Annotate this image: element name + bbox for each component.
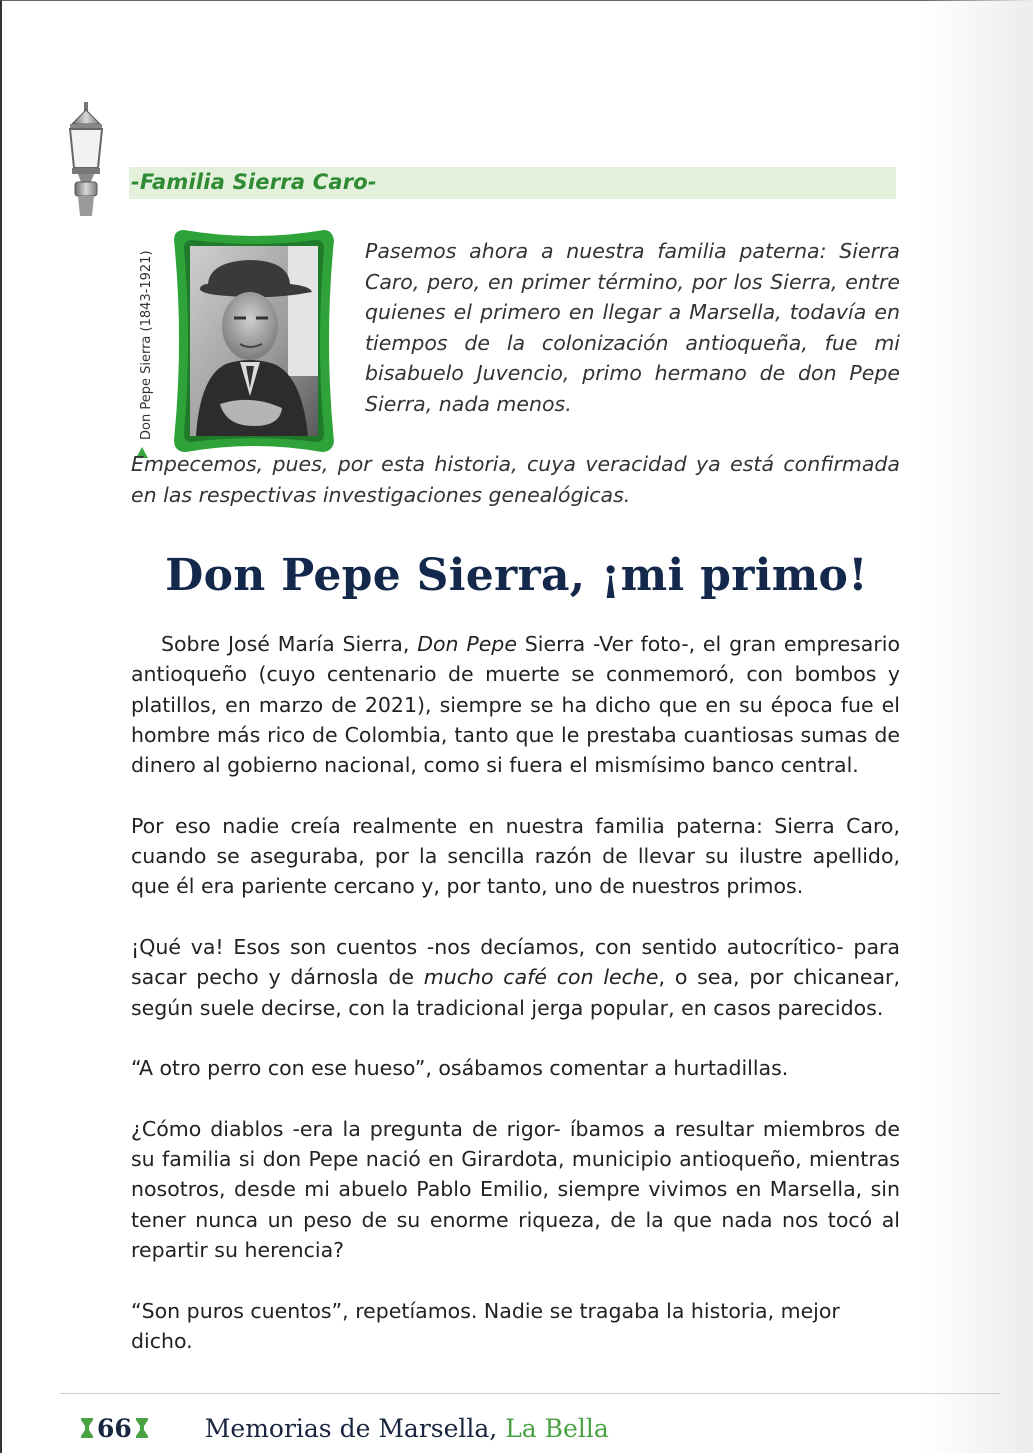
page-number: 66 <box>97 1413 132 1443</box>
street-lamp-icon <box>58 102 114 216</box>
article-body <box>131 629 900 1386</box>
photo-caption-text: Don Pepe Sierra (1843-1921) <box>139 250 154 440</box>
page-footer <box>80 1408 609 1448</box>
book-title <box>205 1414 609 1443</box>
text-run: Sierra -Ver foto-, el gran empresario antioqueño (cuyo centenario de muerte se conmemoró, con bombos y platillos, en marzo de 2021), siempre se ha dicho que en su época fue el hombre más rico de Colombia, tanto que le prestaba cuantiosas sumas de dinero al gobierno nacional, como si fuera el mismísimo banco central. <box>131 632 900 778</box>
footer-divider <box>60 1393 1000 1394</box>
italic-run: mucho café con leche <box>423 965 659 990</box>
intro-paragraph: Empecemos, pues, por esta historia, cuya veracidad ya está confirmada en las respectivas investigaciones genealógicas. <box>131 452 900 507</box>
book-title-main: Memorias de Marsella, <box>204 1413 498 1443</box>
body-paragraph <box>131 629 900 780</box>
intro-text <box>131 236 900 540</box>
hourglass-ornament-icon <box>135 1416 149 1440</box>
body-paragraph: Por eso nadie creía realmente en nuestra familia paterna: Sierra Caro, cuando se aseguraba, por la sencilla razón de llevar su ilustre apellido, que él era pariente cercano y, por tanto, uno de nuestros primos. <box>131 813 900 899</box>
body-paragraph: ¿Cómo diablos -era la pregunta de rigor- íbamos a resultar miembros de su familia si don Pepe nació en Girardota, municipio antioqueño, mientras nosotros, desde mi abuelo Pablo Emilio, siempre vivimos en Marsella, sin tener nunca un peso de su enorme riqueza, de la que nada nos tocó al repartir su herencia? <box>131 1116 900 1262</box>
body-paragraph: “Son puros cuentos”, repetíamos. Nadie se tragaba la historia, mejor dicho. <box>131 1298 840 1353</box>
body-paragraph <box>131 932 900 1023</box>
photo-float-spacer <box>131 236 365 448</box>
book-title-accent: La Bella <box>505 1413 609 1443</box>
italic-run: Don Pepe <box>417 632 517 656</box>
body-paragraph: “A otro perro con ese hueso”, osábamos comentar a hurtadillas. <box>131 1056 789 1081</box>
text-run: ¡Qué va! Esos son cuentos -nos decíamos, con sentido autocrítico- para sacar pecho y dárnosla de <box>131 934 900 990</box>
article-headline: Don Pepe Sierra, ¡mi primo! <box>165 550 868 601</box>
text-run: , o sea, por chicanear, según suele decirse, con la tradicional jerga popular, en casos parecidos. <box>131 965 900 1020</box>
intro-paragraph: Pasemos ahora a nuestra familia paterna: Sierra Caro, pero, en primer término, por los Sierra, entre quienes el primero en llegar a Marsella, todavía en tiempos de la colonización antioqueña, fue mi bisabuelo Juvencio, primo hermano de don Pepe Sierra, nada menos. <box>365 239 900 416</box>
page-edge-shadow <box>923 0 1033 1453</box>
section-title: -Familia Sierra Caro- <box>131 170 377 194</box>
hourglass-ornament-icon <box>80 1416 94 1440</box>
text-run: Sobre José María Sierra, <box>161 632 418 656</box>
